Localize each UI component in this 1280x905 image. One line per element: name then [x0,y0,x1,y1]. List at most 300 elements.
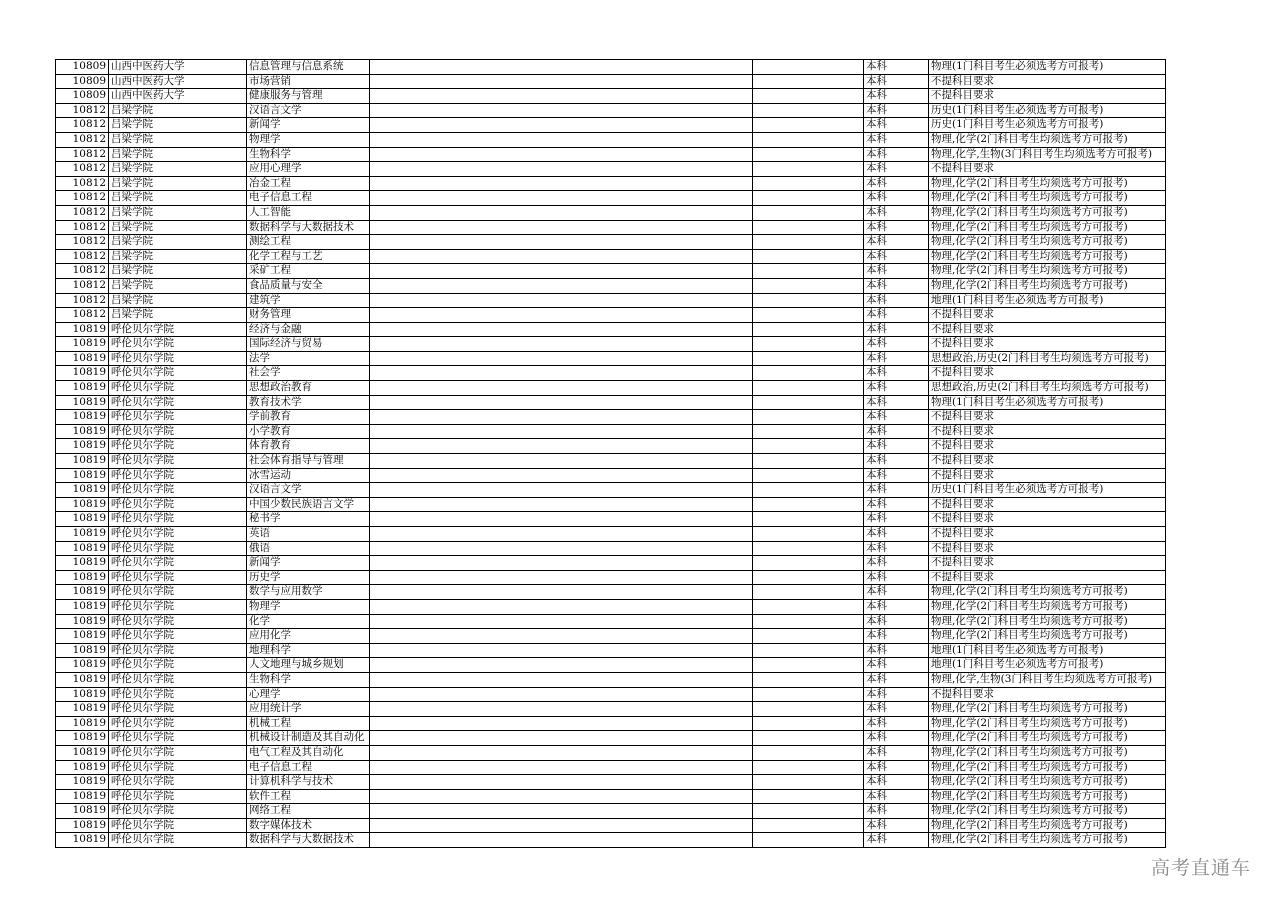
major-name-cell: 软件工程 [247,789,370,804]
empty-cell [370,483,753,498]
subject-requirement-cell: 物理,化学(2门科目考生均须选考方可报考) [929,191,1166,206]
subject-requirement-cell: 不提科目要求 [929,424,1166,439]
school-name-cell: 呼伦贝尔学院 [109,818,247,833]
subject-requirement-cell: 物理,化学(2门科目考生均须选考方可报考) [929,220,1166,235]
empty-cell [753,89,864,104]
empty-cell [370,775,753,790]
major-name-cell: 地理科学 [247,643,370,658]
level-cell: 本科 [864,629,929,644]
subject-requirement-cell: 不提科目要求 [929,454,1166,469]
empty-cell [370,424,753,439]
school-name-cell: 呼伦贝尔学院 [109,556,247,571]
major-name-cell: 法学 [247,351,370,366]
major-name-cell: 数字媒体技术 [247,818,370,833]
major-name-cell: 新闻学 [247,556,370,571]
empty-cell [370,162,753,177]
major-name-cell: 生物科学 [247,147,370,162]
empty-cell [753,322,864,337]
subject-requirement-cell: 物理,化学(2门科目考生均须选考方可报考) [929,745,1166,760]
major-name-cell: 思想政治教育 [247,381,370,396]
empty-cell [753,745,864,760]
table-row [56,672,1166,687]
level-cell: 本科 [864,395,929,410]
table-row [56,614,1166,629]
level-cell: 本科 [864,716,929,731]
school-code-cell: 10819 [56,366,109,381]
major-name-cell: 建筑学 [247,293,370,308]
major-name-cell: 应用化学 [247,629,370,644]
subject-requirement-cell: 物理(1门科目考生必须选考方可报考) [929,395,1166,410]
empty-cell [753,264,864,279]
school-name-cell: 吕梁学院 [109,132,247,147]
subject-requirement-cell: 不提科目要求 [929,308,1166,323]
major-name-cell: 化学 [247,614,370,629]
empty-cell [753,804,864,819]
school-code-cell: 10819 [56,833,109,848]
school-code-cell: 10819 [56,702,109,717]
school-code-cell: 10812 [56,103,109,118]
level-cell: 本科 [864,454,929,469]
empty-cell [753,468,864,483]
empty-cell [753,220,864,235]
subject-requirement-cell: 物理,化学,生物(3门科目考生均须选考方可报考) [929,672,1166,687]
table-row [56,410,1166,425]
major-name-cell: 计算机科学与技术 [247,775,370,790]
empty-cell [753,483,864,498]
level-cell: 本科 [864,599,929,614]
level-cell: 本科 [864,132,929,147]
school-name-cell: 呼伦贝尔学院 [109,599,247,614]
empty-cell [370,672,753,687]
school-name-cell: 呼伦贝尔学院 [109,702,247,717]
school-code-cell: 10819 [56,672,109,687]
admission-requirements-table [55,59,1166,848]
table-row [56,278,1166,293]
subject-requirement-cell: 不提科目要求 [929,162,1166,177]
school-name-cell: 吕梁学院 [109,278,247,293]
school-name-cell: 呼伦贝尔学院 [109,658,247,673]
school-name-cell: 呼伦贝尔学院 [109,527,247,542]
empty-cell [370,745,753,760]
major-name-cell: 人工智能 [247,205,370,220]
subject-requirement-cell: 物理,化学(2门科目考生均须选考方可报考) [929,789,1166,804]
school-code-cell: 10819 [56,527,109,542]
empty-cell [370,351,753,366]
level-cell: 本科 [864,235,929,250]
major-name-cell: 国际经济与贸易 [247,337,370,352]
empty-cell [370,658,753,673]
empty-cell [753,118,864,133]
level-cell: 本科 [864,702,929,717]
major-name-cell: 俄语 [247,541,370,556]
major-name-cell: 社会体育指导与管理 [247,454,370,469]
level-cell: 本科 [864,512,929,527]
school-code-cell: 10819 [56,468,109,483]
empty-cell [370,731,753,746]
school-name-cell: 呼伦贝尔学院 [109,541,247,556]
school-name-cell: 呼伦贝尔学院 [109,585,247,600]
table-row [56,454,1166,469]
table-row [56,322,1166,337]
school-code-cell: 10812 [56,176,109,191]
empty-cell [753,818,864,833]
table-row [56,804,1166,819]
empty-cell [753,278,864,293]
school-code-cell: 10819 [56,804,109,819]
empty-cell [753,176,864,191]
subject-requirement-cell: 不提科目要求 [929,74,1166,89]
school-code-cell: 10819 [56,745,109,760]
table-row [56,220,1166,235]
school-name-cell: 呼伦贝尔学院 [109,454,247,469]
empty-cell [753,731,864,746]
empty-cell [753,337,864,352]
table-row [56,439,1166,454]
school-code-cell: 10819 [56,381,109,396]
subject-requirement-cell: 地理(1门科目考生必须选考方可报考) [929,643,1166,658]
subject-requirement-cell: 物理,化学(2门科目考生均须选考方可报考) [929,775,1166,790]
subject-requirement-cell: 物理,化学(2门科目考生均须选考方可报考) [929,176,1166,191]
school-name-cell: 呼伦贝尔学院 [109,643,247,658]
school-name-cell: 山西中医药大学 [109,60,247,75]
school-code-cell: 10812 [56,118,109,133]
level-cell: 本科 [864,220,929,235]
watermark: 高考直通车 [1150,857,1251,879]
school-code-cell: 10819 [56,585,109,600]
table-row [56,293,1166,308]
level-cell: 本科 [864,527,929,542]
empty-cell [753,74,864,89]
empty-cell [753,60,864,75]
empty-cell [370,687,753,702]
subject-requirement-cell: 不提科目要求 [929,556,1166,571]
empty-cell [753,614,864,629]
subject-requirement-cell: 历史(1门科目考生必须选考方可报考) [929,103,1166,118]
school-name-cell: 吕梁学院 [109,118,247,133]
level-cell: 本科 [864,497,929,512]
school-name-cell: 呼伦贝尔学院 [109,381,247,396]
empty-cell [370,629,753,644]
school-code-cell: 10819 [56,497,109,512]
empty-cell [370,439,753,454]
empty-cell [370,322,753,337]
table-row [56,512,1166,527]
subject-requirement-cell: 思想政治,历史(2门科目考生均须选考方可报考) [929,351,1166,366]
table-row [56,162,1166,177]
empty-cell [753,381,864,396]
subject-requirement-cell: 历史(1门科目考生必须选考方可报考) [929,483,1166,498]
table-row [56,585,1166,600]
empty-cell [753,599,864,614]
level-cell: 本科 [864,789,929,804]
school-code-cell: 10819 [56,658,109,673]
school-name-cell: 山西中医药大学 [109,74,247,89]
major-name-cell: 电气工程及其自动化 [247,745,370,760]
subject-requirement-cell: 物理,化学,生物(3门科目考生均须选考方可报考) [929,147,1166,162]
table-row [56,789,1166,804]
empty-cell [370,60,753,75]
school-code-cell: 10812 [56,205,109,220]
school-code-cell: 10819 [56,599,109,614]
school-code-cell: 10809 [56,60,109,75]
major-name-cell: 人文地理与城乡规划 [247,658,370,673]
empty-cell [753,454,864,469]
school-name-cell: 呼伦贝尔学院 [109,804,247,819]
school-code-cell: 10819 [56,556,109,571]
empty-cell [370,395,753,410]
major-name-cell: 机械设计制造及其自动化 [247,731,370,746]
level-cell: 本科 [864,322,929,337]
major-name-cell: 数学与应用数学 [247,585,370,600]
empty-cell [753,643,864,658]
empty-cell [370,643,753,658]
subject-requirement-cell: 不提科目要求 [929,687,1166,702]
level-cell: 本科 [864,658,929,673]
major-name-cell: 应用统计学 [247,702,370,717]
level-cell: 本科 [864,833,929,848]
empty-cell [370,132,753,147]
school-name-cell: 呼伦贝尔学院 [109,731,247,746]
empty-cell [753,541,864,556]
school-name-cell: 呼伦贝尔学院 [109,395,247,410]
empty-cell [753,147,864,162]
empty-cell [370,556,753,571]
empty-cell [370,220,753,235]
school-code-cell: 10812 [56,308,109,323]
school-code-cell: 10812 [56,278,109,293]
subject-requirement-cell: 历史(1门科目考生必须选考方可报考) [929,118,1166,133]
school-name-cell: 吕梁学院 [109,162,247,177]
empty-cell [370,789,753,804]
empty-cell [370,833,753,848]
table-row [56,308,1166,323]
subject-requirement-cell: 不提科目要求 [929,410,1166,425]
empty-cell [370,818,753,833]
empty-cell [753,716,864,731]
level-cell: 本科 [864,745,929,760]
subject-requirement-cell: 不提科目要求 [929,497,1166,512]
school-code-cell: 10812 [56,293,109,308]
school-code-cell: 10819 [56,395,109,410]
school-code-cell: 10812 [56,249,109,264]
level-cell: 本科 [864,337,929,352]
school-name-cell: 呼伦贝尔学院 [109,366,247,381]
subject-requirement-cell: 不提科目要求 [929,89,1166,104]
school-name-cell: 吕梁学院 [109,147,247,162]
empty-cell [370,527,753,542]
table-row [56,833,1166,848]
level-cell: 本科 [864,424,929,439]
level-cell: 本科 [864,249,929,264]
empty-cell [370,381,753,396]
table-row [56,424,1166,439]
table-row [56,483,1166,498]
school-code-cell: 10812 [56,264,109,279]
empty-cell [370,512,753,527]
school-name-cell: 呼伦贝尔学院 [109,424,247,439]
empty-cell [753,366,864,381]
table-row [56,599,1166,614]
empty-cell [370,614,753,629]
table-row [56,658,1166,673]
empty-cell [753,308,864,323]
subject-requirement-cell: 不提科目要求 [929,468,1166,483]
subject-requirement-cell: 不提科目要求 [929,541,1166,556]
subject-requirement-cell: 物理,化学(2门科目考生均须选考方可报考) [929,716,1166,731]
school-name-cell: 吕梁学院 [109,235,247,250]
major-name-cell: 汉语言文学 [247,103,370,118]
subject-requirement-cell: 物理,化学(2门科目考生均须选考方可报考) [929,132,1166,147]
school-name-cell: 呼伦贝尔学院 [109,570,247,585]
subject-requirement-cell: 物理,化学(2门科目考生均须选考方可报考) [929,760,1166,775]
school-code-cell: 10809 [56,74,109,89]
table-row [56,556,1166,571]
level-cell: 本科 [864,468,929,483]
empty-cell [370,410,753,425]
empty-cell [753,527,864,542]
subject-requirement-cell: 物理,化学(2门科目考生均须选考方可报考) [929,804,1166,819]
empty-cell [753,760,864,775]
table-row [56,468,1166,483]
school-name-cell: 山西中医药大学 [109,89,247,104]
subject-requirement-cell: 物理,化学(2门科目考生均须选考方可报考) [929,264,1166,279]
subject-requirement-cell: 物理(1门科目考生必须选考方可报考) [929,60,1166,75]
major-name-cell: 英语 [247,527,370,542]
empty-cell [753,205,864,220]
empty-cell [370,205,753,220]
level-cell: 本科 [864,614,929,629]
empty-cell [753,249,864,264]
subject-requirement-cell: 不提科目要求 [929,439,1166,454]
empty-cell [370,74,753,89]
subject-requirement-cell: 不提科目要求 [929,337,1166,352]
school-name-cell: 呼伦贝尔学院 [109,322,247,337]
school-code-cell: 10819 [56,731,109,746]
school-name-cell: 吕梁学院 [109,103,247,118]
level-cell: 本科 [864,366,929,381]
subject-requirement-cell: 物理,化学(2门科目考生均须选考方可报考) [929,205,1166,220]
empty-cell [753,235,864,250]
empty-cell [370,760,753,775]
empty-cell [753,629,864,644]
major-name-cell: 汉语言文学 [247,483,370,498]
major-name-cell: 数据科学与大数据技术 [247,833,370,848]
table-row [56,702,1166,717]
school-name-cell: 吕梁学院 [109,293,247,308]
major-name-cell: 机械工程 [247,716,370,731]
level-cell: 本科 [864,731,929,746]
major-name-cell: 市场营销 [247,74,370,89]
school-name-cell: 呼伦贝尔学院 [109,687,247,702]
school-name-cell: 呼伦贝尔学院 [109,483,247,498]
empty-cell [370,702,753,717]
table-row [56,191,1166,206]
school-code-cell: 10812 [56,147,109,162]
school-code-cell: 10819 [56,424,109,439]
school-code-cell: 10812 [56,235,109,250]
table-row [56,643,1166,658]
empty-cell [370,585,753,600]
table-row [56,366,1166,381]
subject-requirement-cell: 物理,化学(2门科目考生均须选考方可报考) [929,614,1166,629]
subject-requirement-cell: 物理,化学(2门科目考生均须选考方可报考) [929,599,1166,614]
major-name-cell: 历史学 [247,570,370,585]
empty-cell [753,439,864,454]
empty-cell [370,599,753,614]
major-name-cell: 数据科学与大数据技术 [247,220,370,235]
school-code-cell: 10819 [56,351,109,366]
table-row [56,818,1166,833]
level-cell: 本科 [864,775,929,790]
level-cell: 本科 [864,103,929,118]
empty-cell [370,278,753,293]
level-cell: 本科 [864,191,929,206]
school-code-cell: 10819 [56,789,109,804]
school-name-cell: 呼伦贝尔学院 [109,497,247,512]
subject-requirement-cell: 不提科目要求 [929,366,1166,381]
empty-cell [753,687,864,702]
school-code-cell: 10819 [56,818,109,833]
level-cell: 本科 [864,162,929,177]
level-cell: 本科 [864,308,929,323]
major-name-cell: 新闻学 [247,118,370,133]
table-row [56,60,1166,75]
table-row [56,760,1166,775]
table-row [56,176,1166,191]
table-row [56,629,1166,644]
school-code-cell: 10819 [56,454,109,469]
major-name-cell: 电子信息工程 [247,191,370,206]
major-name-cell: 生物科学 [247,672,370,687]
empty-cell [753,162,864,177]
level-cell: 本科 [864,410,929,425]
major-name-cell: 经济与金融 [247,322,370,337]
table-body [56,60,1166,848]
empty-cell [753,512,864,527]
major-name-cell: 信息管理与信息系统 [247,60,370,75]
empty-cell [753,775,864,790]
empty-cell [753,585,864,600]
school-code-cell: 10819 [56,541,109,556]
major-name-cell: 冶金工程 [247,176,370,191]
empty-cell [753,570,864,585]
school-code-cell: 10819 [56,439,109,454]
empty-cell [370,235,753,250]
major-name-cell: 应用心理学 [247,162,370,177]
level-cell: 本科 [864,541,929,556]
empty-cell [753,497,864,512]
major-name-cell: 测绘工程 [247,235,370,250]
school-name-cell: 呼伦贝尔学院 [109,775,247,790]
school-code-cell: 10812 [56,132,109,147]
level-cell: 本科 [864,74,929,89]
major-name-cell: 中国少数民族语言文学 [247,497,370,512]
subject-requirement-cell: 物理,化学(2门科目考生均须选考方可报考) [929,629,1166,644]
subject-requirement-cell: 不提科目要求 [929,322,1166,337]
school-name-cell: 呼伦贝尔学院 [109,629,247,644]
major-name-cell: 物理学 [247,599,370,614]
table-row [56,687,1166,702]
table-row [56,264,1166,279]
school-name-cell: 呼伦贝尔学院 [109,672,247,687]
school-name-cell: 吕梁学院 [109,205,247,220]
major-name-cell: 网络工程 [247,804,370,819]
major-name-cell: 冰雪运动 [247,468,370,483]
empty-cell [753,351,864,366]
empty-cell [753,395,864,410]
subject-requirement-cell: 物理,化学(2门科目考生均须选考方可报考) [929,731,1166,746]
subject-requirement-cell: 不提科目要求 [929,570,1166,585]
